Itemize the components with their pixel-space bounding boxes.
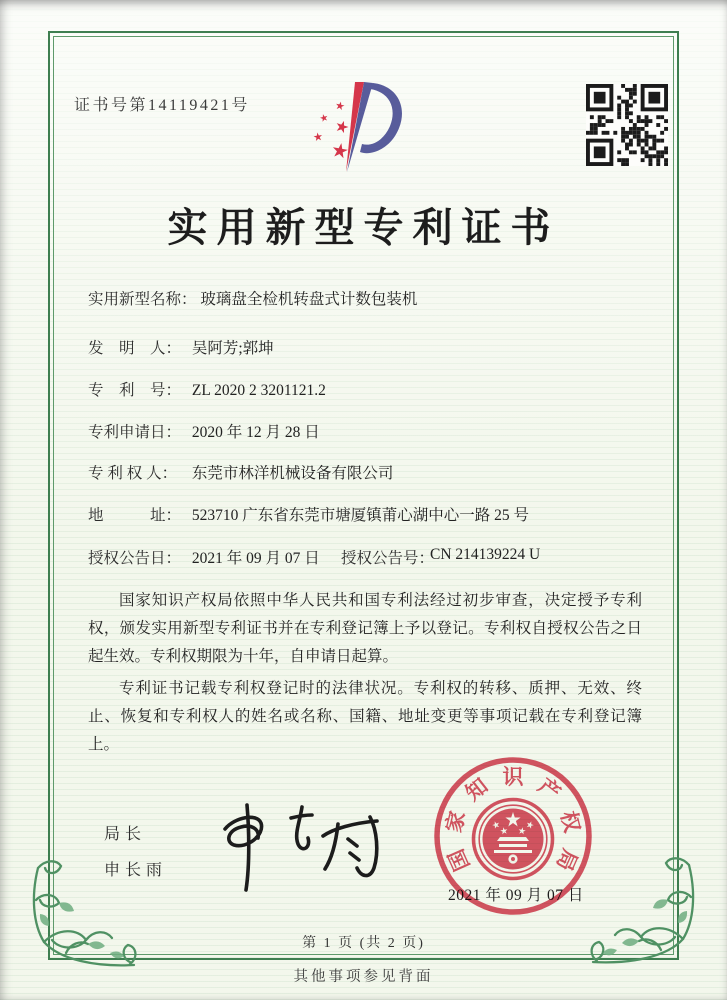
field-label: 专 利 权 人：: [88, 465, 178, 482]
seal-char: 知: [461, 773, 493, 806]
field-value: 523710 广东省东莞市塘厦镇莆心湖中心一路 25 号: [191, 507, 530, 524]
cnipa-red-seal: [430, 753, 596, 919]
field-label: 实用新型名称：: [88, 291, 197, 308]
legal-paragraph-1: 国家知识产权局依照中华人民共和国专利法经过初步审查，决定授予专利权，颁发实用新型专利证书并在专利登记簿上予以登记。专利权自授权公告之日起生效。专利权期限为十年，自申请日起算。: [88, 592, 642, 665]
seal-char: 权: [556, 808, 585, 835]
floral-ornament-right: [587, 851, 705, 973]
floral-ornament-left: [22, 854, 140, 976]
field-row-inventor: [88, 336, 274, 358]
field-row-patentee: [88, 461, 393, 483]
field-value: 玻璃盘全检机转盘式计数包装机: [200, 291, 418, 308]
director-title: 局长: [104, 826, 147, 843]
field-value: CN 214139224 U: [430, 546, 541, 563]
field-label: 专利申请日：: [88, 424, 182, 441]
seal-char: 家: [441, 808, 470, 835]
seal-char: 局: [551, 845, 583, 875]
certificate-title: 实用新型专利证书: [167, 205, 560, 250]
field-value: 2021 年 09 月 07 日: [191, 550, 320, 567]
seal-char: 识: [502, 765, 524, 789]
legal-paragraph-2: 专利证书记载专利权登记时的法律状况。专利权的转移、质押、无效、终止、恢复和专利权人的姓名或名称、国籍、地址变更等事项记载在专利登记簿上。: [88, 680, 642, 753]
cnipa-logo-icon: [298, 76, 414, 182]
seal-date: 2021 年 09 月 07 日: [448, 887, 584, 904]
certificate-number: 证书号第14119421号: [74, 97, 250, 114]
field-label: 专 利 号：: [88, 382, 182, 399]
field-value: ZL 2020 2 3201121.2: [191, 382, 326, 399]
page-number: 第 1 页 (共 2 页): [302, 936, 425, 951]
national-emblem-icon: [474, 800, 553, 879]
field-value: 2020 年 12 月 28 日: [191, 424, 320, 441]
seal-char: 国: [443, 845, 475, 875]
field-label: 授权公告日：: [88, 550, 182, 567]
legal-body-text: [88, 587, 642, 763]
field-value: 东莞市林洋机械设备有限公司: [191, 465, 394, 482]
qr-code: [586, 84, 668, 166]
field-row-name: [88, 287, 417, 309]
field-row-address: [88, 503, 529, 525]
director-signature: [205, 796, 387, 894]
field-value: 吴阿芳;郭坤: [191, 340, 274, 357]
director-name: 申长雨: [104, 862, 168, 879]
field-label: 授权公告号：: [341, 550, 435, 567]
field-label: 地 址：: [88, 507, 182, 524]
field-row-patent-no: [88, 378, 326, 400]
back-note: 其他事项参见背面: [293, 969, 434, 985]
field-row-grant: [88, 546, 541, 568]
field-label: 发 明 人：: [88, 340, 182, 357]
seal-char: 产: [533, 773, 565, 806]
field-row-filing-date: [88, 420, 320, 442]
